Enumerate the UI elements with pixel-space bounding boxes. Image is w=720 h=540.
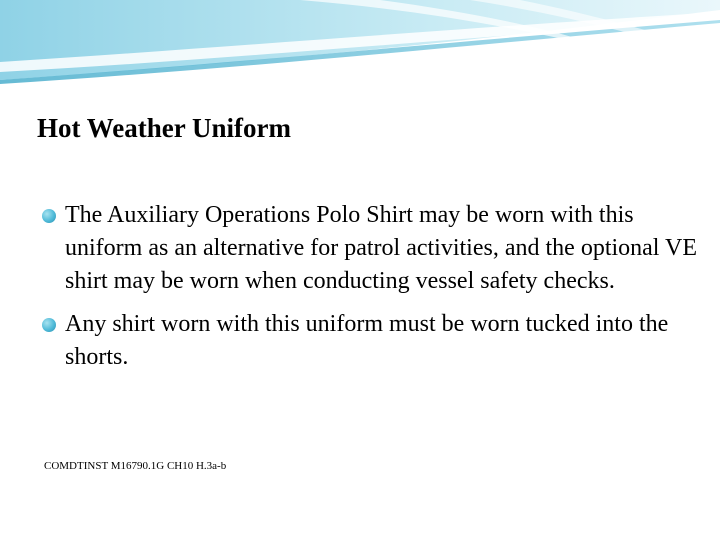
header-wave-decoration — [0, 0, 720, 90]
bullet-text: The Auxiliary Operations Polo Shirt may be worn with this uniform as an alternative for patrol activities, and the optional VE shirt may be worn when conducting vessel safety checks. — [65, 202, 698, 294]
bullet-item — [40, 308, 700, 374]
bullet-list — [40, 199, 700, 384]
bullet-dot-icon — [42, 318, 56, 332]
bullet-item — [40, 199, 700, 298]
bullet-text: Any shirt worn with this uniform must be worn tucked into the shorts. — [65, 311, 669, 370]
slide-title: Hot Weather Uniform — [37, 113, 291, 143]
reference-citation: COMDTINST M16790.1G CH10 H.3a-b — [44, 460, 227, 472]
bullet-dot-icon — [42, 209, 56, 223]
